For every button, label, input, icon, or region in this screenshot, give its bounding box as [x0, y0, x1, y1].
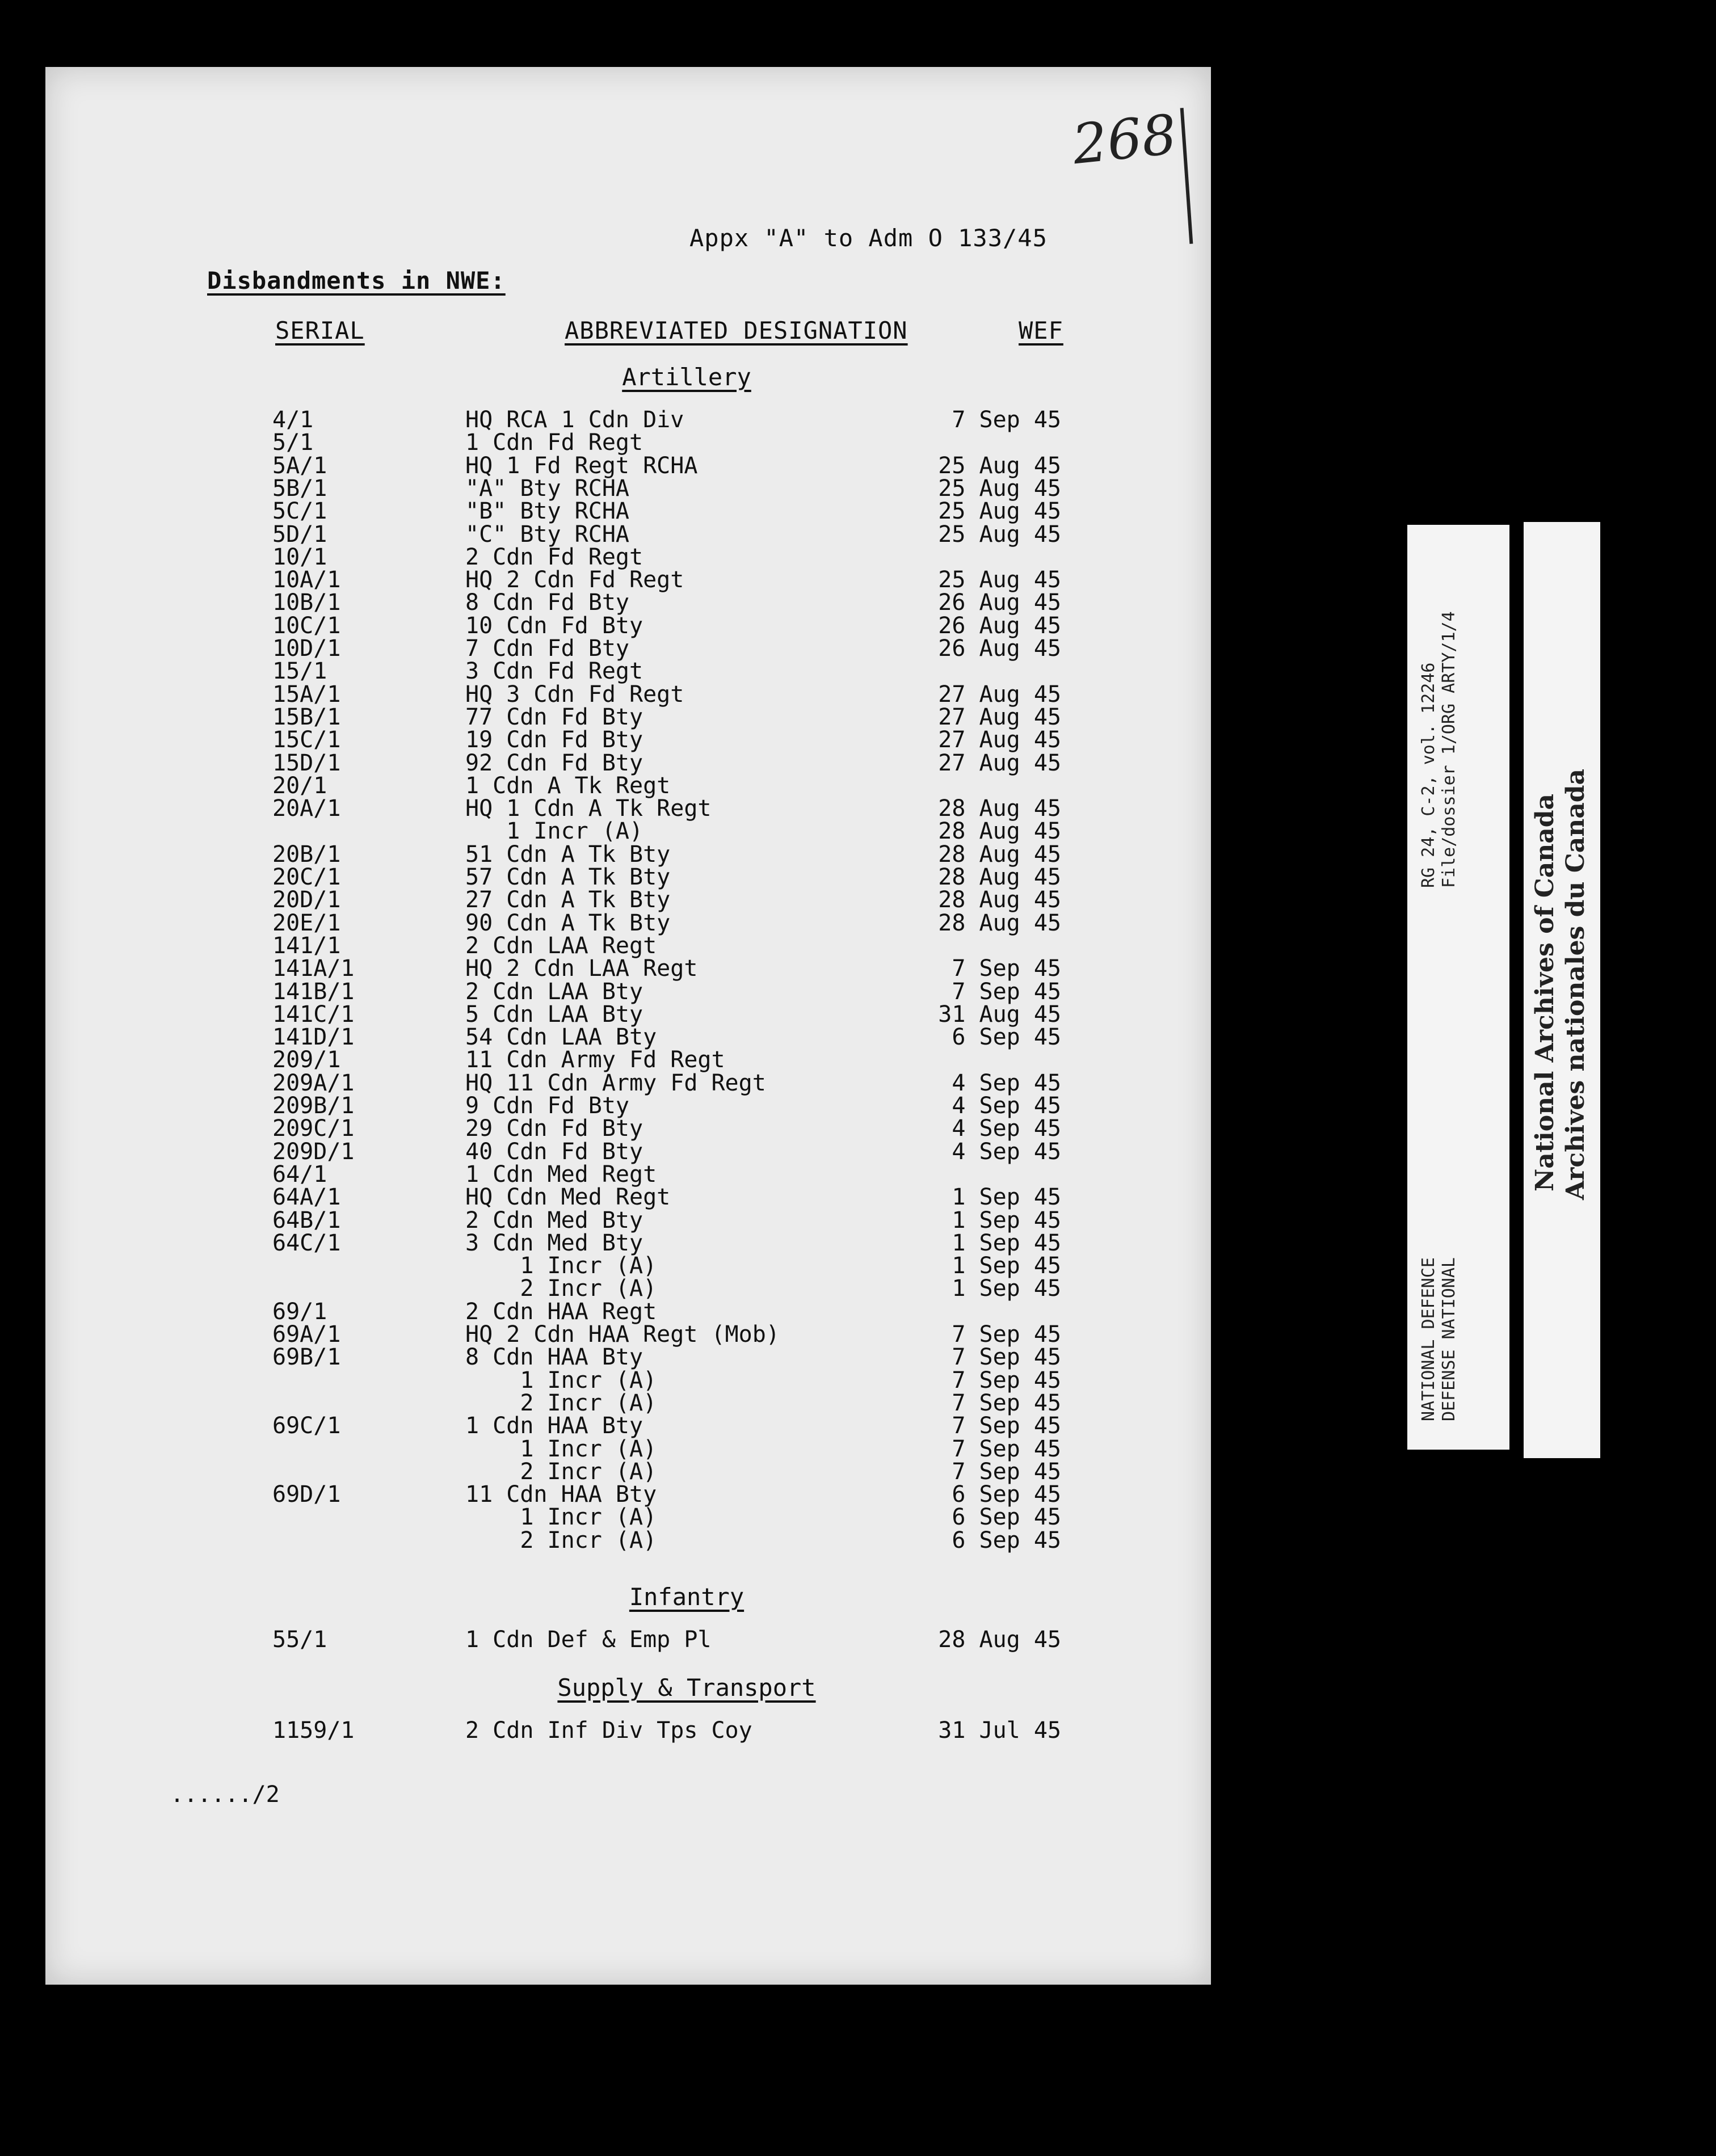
table-row — [0, 523, 1192, 546]
cell-designation: HQ 2 Cdn HAA Regt (Mob) — [465, 1321, 780, 1348]
cell-designation: 2 Incr (A) — [465, 1459, 657, 1485]
cell-serial: 15B/1 — [272, 704, 341, 730]
table-row — [0, 1254, 1192, 1277]
table-row — [0, 1117, 1192, 1140]
table-row — [0, 500, 1192, 523]
cell-serial: 10/1 — [272, 544, 327, 570]
cell-wef: 28 Aug 45 — [938, 887, 1061, 913]
cell-serial: 1159/1 — [272, 1717, 355, 1744]
cell-wef: 4 Sep 45 — [952, 1093, 1061, 1119]
table-row — [0, 1300, 1192, 1323]
cell-wef: 7 Sep 45 — [952, 1390, 1061, 1416]
cell-designation: HQ 3 Cdn Fd Regt — [465, 681, 684, 708]
cell-serial: 15C/1 — [272, 727, 341, 753]
cell-wef: 7 Sep 45 — [952, 1321, 1061, 1348]
cell-designation: 1 Cdn A Tk Regt — [465, 773, 671, 799]
cell-designation: 2 Incr (A) — [465, 1275, 657, 1302]
table-row — [0, 1719, 1192, 1742]
cell-serial: 209D/1 — [272, 1139, 355, 1165]
archive-ref-file: File/dossier 1/ORG ARTY/1/4 — [1439, 611, 1459, 888]
table-row — [0, 1506, 1192, 1528]
table-row — [0, 546, 1192, 569]
table-row — [0, 752, 1192, 774]
cell-designation: 1 Cdn Med Regt — [465, 1161, 657, 1188]
cell-wef: 6 Sep 45 — [952, 1481, 1061, 1507]
cell-wef: 28 Aug 45 — [938, 910, 1061, 936]
cell-serial: 20A/1 — [272, 795, 341, 822]
table-row — [0, 1438, 1192, 1460]
cell-designation: 2 Incr (A) — [465, 1527, 657, 1553]
cell-designation: HQ 11 Cdn Army Fd Regt — [465, 1070, 766, 1096]
table-row — [0, 1094, 1192, 1117]
table-row — [0, 1460, 1192, 1483]
cell-serial: 15D/1 — [272, 750, 341, 776]
cell-serial: 141A/1 — [272, 955, 355, 982]
cell-serial: 69D/1 — [272, 1481, 341, 1507]
cell-serial: 5C/1 — [272, 498, 327, 524]
cell-designation: 1 Incr (A) — [465, 1253, 657, 1279]
table-row — [0, 454, 1192, 477]
table-row — [0, 1186, 1192, 1208]
section-heading: Artillery — [622, 363, 751, 391]
cell-wef: 7 Sep 45 — [952, 1413, 1061, 1439]
cell-wef: 6 Sep 45 — [952, 1024, 1061, 1050]
table-row — [0, 431, 1192, 454]
cell-serial: 10A/1 — [272, 567, 341, 593]
cell-wef: 25 Aug 45 — [938, 521, 1061, 548]
cell-wef: 1 Sep 45 — [952, 1253, 1061, 1279]
appendix-reference: Appx "A" to Adm O 133/45 — [689, 224, 1048, 252]
cell-serial: 141C/1 — [272, 1001, 355, 1028]
cell-serial: 20C/1 — [272, 864, 341, 890]
column-wef: WEF — [1019, 317, 1063, 344]
section-heading: Infantry — [629, 1583, 745, 1611]
cell-wef: 28 Aug 45 — [938, 818, 1061, 844]
cell-wef: 28 Aug 45 — [938, 864, 1061, 890]
archive-dept-fr: DEFENSE NATIONAL — [1439, 1257, 1459, 1421]
table-row — [0, 1072, 1192, 1094]
page-number: 268 — [1069, 102, 1180, 177]
cell-serial: 64B/1 — [272, 1207, 341, 1233]
cell-designation: 29 Cdn Fd Bty — [465, 1115, 644, 1142]
table-row — [0, 843, 1192, 866]
document-title: Disbandments in NWE: — [207, 267, 506, 294]
cell-designation: 1 Cdn Fd Regt — [465, 429, 644, 456]
table-row — [0, 1232, 1192, 1254]
archive-name-fr: Archives nationales du Canada — [1561, 768, 1590, 1200]
table-row — [0, 1369, 1192, 1392]
cell-wef: 7 Sep 45 — [952, 1436, 1061, 1462]
cell-designation: HQ 1 Cdn A Tk Regt — [465, 795, 712, 822]
continuation-marker: ....../2 — [170, 1782, 280, 1808]
cell-designation: 11 Cdn HAA Bty — [465, 1481, 657, 1507]
table-row — [0, 660, 1192, 683]
cell-wef: 31 Jul 45 — [938, 1717, 1061, 1744]
cell-designation: 40 Cdn Fd Bty — [465, 1139, 644, 1165]
cell-designation: 51 Cdn A Tk Bty — [465, 841, 671, 868]
table-row — [0, 706, 1192, 729]
cell-designation: 2 Cdn LAA Bty — [465, 979, 644, 1005]
table-row — [0, 1392, 1192, 1414]
cell-wef: 4 Sep 45 — [952, 1115, 1061, 1142]
table-row — [0, 729, 1192, 751]
cell-designation: HQ Cdn Med Regt — [465, 1184, 671, 1210]
cell-wef: 7 Sep 45 — [952, 1367, 1061, 1393]
cell-wef: 7 Sep 45 — [952, 955, 1061, 982]
cell-serial: 64/1 — [272, 1161, 327, 1188]
cell-wef: 1 Sep 45 — [952, 1230, 1061, 1256]
table-row — [0, 774, 1192, 797]
cell-designation: "A" Bty RCHA — [465, 475, 629, 502]
table-row — [0, 1026, 1192, 1048]
cell-serial: 141B/1 — [272, 979, 355, 1005]
cell-serial: 5/1 — [272, 429, 314, 456]
cell-wef: 27 Aug 45 — [938, 750, 1061, 776]
cell-designation: 2 Cdn Inf Div Tps Coy — [465, 1717, 752, 1744]
section-heading: Supply & Transport — [557, 1674, 816, 1702]
cell-designation: HQ 1 Fd Regt RCHA — [465, 453, 698, 479]
cell-wef: 1 Sep 45 — [952, 1275, 1061, 1302]
cell-wef: 4 Sep 45 — [952, 1139, 1061, 1165]
cell-wef: 7 Sep 45 — [952, 1344, 1061, 1370]
cell-wef: 25 Aug 45 — [938, 567, 1061, 593]
cell-serial: 209/1 — [272, 1047, 341, 1073]
table-row — [0, 1048, 1192, 1071]
cell-designation: 7 Cdn Fd Bty — [465, 635, 629, 662]
cell-wef: 31 Aug 45 — [938, 1001, 1061, 1028]
table-row — [0, 683, 1192, 706]
cell-designation: 8 Cdn HAA Bty — [465, 1344, 644, 1370]
cell-designation: 9 Cdn Fd Bty — [465, 1093, 629, 1119]
cell-serial: 5D/1 — [272, 521, 327, 548]
cell-serial: 5B/1 — [272, 475, 327, 502]
cell-serial: 69C/1 — [272, 1413, 341, 1439]
cell-wef: 25 Aug 45 — [938, 453, 1061, 479]
cell-designation: "C" Bty RCHA — [465, 521, 629, 548]
cell-designation: 3 Cdn Med Bty — [465, 1230, 644, 1256]
cell-serial: 209B/1 — [272, 1093, 355, 1119]
cell-serial: 141/1 — [272, 933, 341, 959]
cell-designation: 19 Cdn Fd Bty — [465, 727, 644, 753]
cell-serial: 15/1 — [272, 658, 327, 684]
table-row — [0, 1163, 1192, 1186]
table-row — [0, 477, 1192, 500]
cell-designation: 1 Cdn HAA Bty — [465, 1413, 644, 1439]
cell-serial: 20/1 — [272, 773, 327, 799]
table-row — [0, 820, 1192, 843]
column-designation: ABBREVIATED DESIGNATION — [565, 317, 908, 344]
table-row — [0, 614, 1192, 637]
cell-serial: 10C/1 — [272, 613, 341, 639]
cell-designation: 92 Cdn Fd Bty — [465, 750, 644, 776]
cell-designation: 1 Incr (A) — [465, 818, 644, 844]
cell-wef: 26 Aug 45 — [938, 635, 1061, 662]
cell-wef: 25 Aug 45 — [938, 475, 1061, 502]
table-row — [0, 1209, 1192, 1232]
cell-designation: 57 Cdn A Tk Bty — [465, 864, 671, 890]
cell-serial: 10B/1 — [272, 589, 341, 616]
cell-designation: HQ 2 Cdn Fd Regt — [465, 567, 684, 593]
cell-designation: 10 Cdn Fd Bty — [465, 613, 644, 639]
cell-serial: 20B/1 — [272, 841, 341, 868]
table-row — [0, 569, 1192, 591]
cell-serial: 69B/1 — [272, 1344, 341, 1370]
table-row — [0, 1277, 1192, 1300]
cell-wef: 28 Aug 45 — [938, 795, 1061, 822]
table-row — [0, 1003, 1192, 1026]
cell-designation: 5 Cdn LAA Bty — [465, 1001, 644, 1028]
cell-wef: 26 Aug 45 — [938, 613, 1061, 639]
cell-designation: 2 Cdn Med Bty — [465, 1207, 644, 1233]
cell-wef: 7 Sep 45 — [952, 1459, 1061, 1485]
cell-serial: 20E/1 — [272, 910, 341, 936]
cell-wef: 7 Sep 45 — [952, 979, 1061, 1005]
archive-reference-label — [1407, 525, 1509, 1450]
cell-serial: 55/1 — [272, 1627, 327, 1653]
cell-wef: 6 Sep 45 — [952, 1527, 1061, 1553]
cell-wef: 26 Aug 45 — [938, 589, 1061, 616]
archive-ref-volume: RG 24, C-2, vol. 12246 — [1419, 662, 1439, 888]
cell-designation: 2 Cdn Fd Regt — [465, 544, 644, 570]
column-serial: SERIAL — [275, 317, 365, 344]
table-row — [0, 591, 1192, 614]
cell-wef: 28 Aug 45 — [938, 1627, 1061, 1653]
cell-wef: 1 Sep 45 — [952, 1207, 1061, 1233]
cell-serial: 5A/1 — [272, 453, 327, 479]
cell-serial: 4/1 — [272, 407, 314, 433]
table-row — [0, 637, 1192, 660]
cell-serial: 141D/1 — [272, 1024, 355, 1050]
cell-designation: 1 Cdn Def & Emp Pl — [465, 1627, 712, 1653]
table-row — [0, 980, 1192, 1003]
cell-wef: 4 Sep 45 — [952, 1070, 1061, 1096]
cell-wef: 27 Aug 45 — [938, 727, 1061, 753]
cell-serial: 209A/1 — [272, 1070, 355, 1096]
cell-wef: 27 Aug 45 — [938, 681, 1061, 708]
cell-designation: 11 Cdn Army Fd Regt — [465, 1047, 725, 1073]
cell-designation: 2 Incr (A) — [465, 1390, 657, 1416]
archive-dept-en: NATIONAL DEFENCE — [1419, 1257, 1439, 1421]
cell-designation: 27 Cdn A Tk Bty — [465, 887, 671, 913]
table-row — [0, 797, 1192, 820]
cell-serial: 209C/1 — [272, 1115, 355, 1142]
table-row — [0, 1346, 1192, 1368]
table-row — [0, 1529, 1192, 1552]
cell-serial: 64A/1 — [272, 1184, 341, 1210]
cell-wef: 27 Aug 45 — [938, 704, 1061, 730]
cell-serial: 69A/1 — [272, 1321, 341, 1348]
cell-designation: 1 Incr (A) — [465, 1504, 657, 1530]
cell-serial: 64C/1 — [272, 1230, 341, 1256]
table-row — [0, 1323, 1192, 1346]
table-row — [0, 866, 1192, 888]
table-row — [0, 912, 1192, 934]
cell-designation: 1 Incr (A) — [465, 1367, 657, 1393]
cell-designation: 1 Incr (A) — [465, 1436, 657, 1462]
table-row — [0, 1628, 1192, 1651]
archive-name-en: National Archives of Canada — [1530, 793, 1559, 1191]
cell-serial: 15A/1 — [272, 681, 341, 708]
cell-designation: 8 Cdn Fd Bty — [465, 589, 629, 616]
cell-wef: 25 Aug 45 — [938, 498, 1061, 524]
cell-wef: 28 Aug 45 — [938, 841, 1061, 868]
cell-wef: 6 Sep 45 — [952, 1504, 1061, 1530]
cell-designation: 2 Cdn LAA Regt — [465, 933, 657, 959]
cell-designation: 54 Cdn LAA Bty — [465, 1024, 657, 1050]
cell-designation: 90 Cdn A Tk Bty — [465, 910, 671, 936]
table-row — [0, 934, 1192, 957]
table-row — [0, 1483, 1192, 1506]
archive-name-label — [1524, 522, 1600, 1458]
cell-designation: "B" Bty RCHA — [465, 498, 629, 524]
table-row — [0, 1140, 1192, 1163]
table-row — [0, 957, 1192, 980]
table-row — [0, 409, 1192, 431]
cell-serial: 10D/1 — [272, 635, 341, 662]
cell-designation: HQ RCA 1 Cdn Div — [465, 407, 684, 433]
cell-serial: 20D/1 — [272, 887, 341, 913]
cell-designation: 3 Cdn Fd Regt — [465, 658, 644, 684]
table-row — [0, 888, 1192, 911]
cell-serial: 69/1 — [272, 1299, 327, 1325]
cell-designation: 77 Cdn Fd Bty — [465, 704, 644, 730]
cell-wef: 1 Sep 45 — [952, 1184, 1061, 1210]
cell-wef: 7 Sep 45 — [952, 407, 1061, 433]
table-row — [0, 1414, 1192, 1437]
cell-designation: HQ 2 Cdn LAA Regt — [465, 955, 698, 982]
cell-designation: 2 Cdn HAA Regt — [465, 1299, 657, 1325]
